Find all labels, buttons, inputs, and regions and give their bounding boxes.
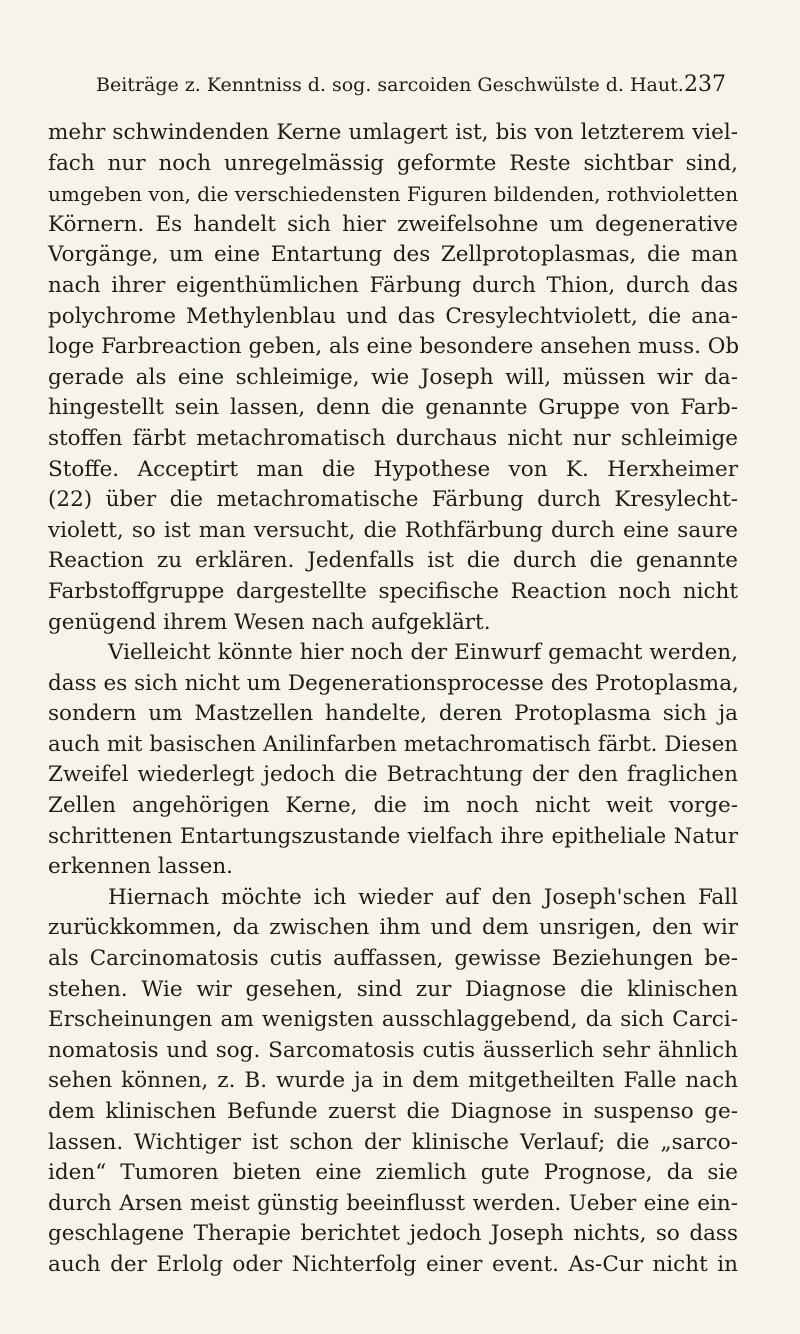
text-line: auch der Erlolg oder Nichterfolg einer event. As-Cur nicht in (48, 1251, 738, 1277)
text-line: nomatosis und sog. Sarcomatosis cutis äusserlich sehr ähnlich (48, 1037, 738, 1063)
text-line: sondern um Mastzellen handelte, deren Protoplasma sich ja (48, 701, 738, 727)
text-line: gerade als eine schleimige, wie Joseph will, müssen wir da- (48, 364, 738, 390)
text-line: Hiernach möchte ich wieder auf den Joseph'schen Fall (108, 884, 738, 910)
text-line: polychrome Methylenblau und das Cresylechtviolett, die ana- (48, 303, 738, 329)
text-line: geschlagene Therapie berichtet jedoch Joseph nichts, so dass (48, 1221, 738, 1247)
paragraph (48, 883, 738, 1281)
text-line: zurückkommen, da zwischen ihm und dem unsrigen, den wir (48, 915, 738, 941)
text-line: Reaction zu erklären. Jedenfalls ist die durch die genannte (48, 548, 738, 574)
text-line: violett, so ist man versucht, die Rothfärbung durch eine saure (48, 517, 738, 543)
text-line: sehen können, z. B. wurde ja in dem mitgetheilten Falle nach (48, 1068, 738, 1094)
text-line: (22) über die metachromatische Färbung durch Kresylecht- (48, 487, 738, 513)
text-line: Vorgänge, um eine Entartung des Zellprotoplasmas, die man (48, 242, 738, 268)
text-line: iden“ Tumoren bieten eine ziemlich gute Prognose, da sie (48, 1160, 738, 1186)
text-line: nach ihrer eigenthümlichen Färbung durch Thion, durch das (48, 272, 738, 298)
text-line: umgeben von, die verschiedensten Figuren bildenden, rothvioletten (48, 182, 739, 207)
text-line: Körnern. Es handelt sich hier zweifelsohne um degenerative (48, 211, 738, 237)
text-line: stoffen färbt metachromatisch durchaus nicht nur schleimige (48, 425, 738, 451)
text-line: Erscheinungen am wenigsten ausschlaggebend, da sich Carci- (48, 1007, 738, 1033)
text-line: Vielleicht könnte hier noch der Einwurf gemacht werden, (108, 640, 738, 666)
text-line: Stoffe. Acceptirt man die Hypothese von K. Herxheimer (48, 456, 738, 482)
running-header (96, 68, 726, 102)
text-line: Zellen angehörigen Kerne, die im noch nicht weit vorge- (48, 793, 738, 819)
text-line: erkennen lassen. (48, 854, 234, 880)
text-line: als Carcinomatosis cutis auffassen, gewisse Beziehungen be- (48, 946, 738, 972)
text-line: auch mit basischen Anilinfarben metachromatisch färbt. Diesen (48, 731, 738, 757)
paragraph (48, 638, 738, 883)
text-line: mehr schwindenden Kerne umlagert ist, bis von letzterem viel- (48, 120, 738, 145)
text-line: dem klinischen Befunde zuerst die Diagnose in suspenso ge- (48, 1099, 738, 1124)
text-line: dass es sich nicht um Degenerationsprocesse des Protoplasma, (48, 670, 739, 696)
text-line: Farbstoffgruppe dargestellte specifische Reaction noch nicht (48, 578, 738, 604)
text-line: hingestellt sein lassen, denn die genannte Gruppe von Farb- (48, 395, 738, 421)
text-line: lassen. Wichtiger ist schon der klinische Verlauf; die „sarco- (48, 1129, 738, 1155)
text-line: genügend ihrem Wesen nach aufgeklärt. (48, 609, 491, 635)
text-line: stehen. Wie wir gesehen, sind zur Diagnose die klinischen (48, 976, 738, 1002)
body-text (48, 118, 738, 1281)
paragraph (48, 118, 738, 638)
text-line: durch Arsen meist günstig beeinflusst werden. Ueber eine ein- (48, 1190, 738, 1216)
text-line: loge Farbreaction geben, als eine besondere ansehen muss. Ob (48, 334, 740, 360)
text-line: fach nur noch unregelmässig geformte Reste sichtbar sind, (48, 150, 738, 176)
running-title: Beiträge z. Kenntniss d. sog. sarcoiden Geschwülste d. Haut. (96, 74, 684, 96)
text-line: Zweifel wiederlegt jedoch die Betrachtung der den fraglichen (48, 762, 738, 788)
page-number: 237 (684, 72, 726, 97)
text-line: schrittenen Entartungszustande vielfach ihre epitheliale Natur (48, 823, 738, 849)
